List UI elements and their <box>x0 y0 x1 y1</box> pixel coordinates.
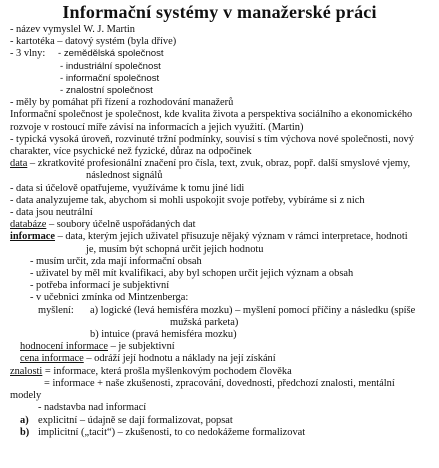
thinking-intuition: b) intuice (pravá hemisféra mozku) <box>90 329 237 341</box>
definition-text: – zkratkovité profesionální značení pro čísla, text, zvuk, obraz, popř. další smyslové vjemy, <box>27 158 411 170</box>
text-line <box>4 353 435 365</box>
text-line: - v učebnici zmínka od Mintzenberga: <box>30 292 189 304</box>
term-databaze: databáze <box>10 219 47 231</box>
text-line: - nadstavba nad informací <box>38 402 147 414</box>
list-item: - industriální společnost <box>60 60 161 72</box>
definition-text: – je subjektivní <box>108 341 175 353</box>
term-znalosti: znalosti <box>10 365 43 377</box>
definition-text: = informace, která prošla myšlenkovým pochodem člověka <box>42 365 292 377</box>
list-item: - informační společnost <box>60 72 160 84</box>
text-line: rozvoje v rostoucí míře závisí na informacích a jejich využití. (Martin) <box>10 121 304 133</box>
term-data: data <box>10 158 28 170</box>
definition-text: – soubory účelně uspořádaných dat <box>46 219 196 231</box>
text-line: - data si účelově opatřujeme, využíváme k tomu jiné lidi <box>10 182 245 194</box>
text-line: charakter, více psychické než fyzické, důraz na odpočinek <box>10 146 252 158</box>
text-line: - musím určit, zda mají informační obsah <box>30 255 202 267</box>
text-line <box>4 427 435 439</box>
text-line <box>4 366 435 378</box>
text-line: - uživatel by měl mít kvalifikaci, aby byl schopen určit jejich význam a obsah <box>30 268 354 280</box>
item-marker: b) <box>20 426 30 438</box>
text-line <box>4 341 435 353</box>
text-line <box>4 219 435 231</box>
thinking-logical: a) logické (levá hemisféra mozku) – myšlení pomocí příčiny a následku (spíše <box>90 304 416 316</box>
text-line <box>4 158 435 170</box>
item-text: explicitní – údajně se dají formalizovat, popsat <box>38 414 233 426</box>
text-line <box>4 231 435 243</box>
text-line: = informace + naše zkušenosti, zpracování, dovednosti, předchozí znalosti, mentální <box>44 377 395 389</box>
text-line: mužská parketa) <box>170 316 239 328</box>
text-line <box>4 48 435 60</box>
list-item: - znalostní společnost <box>60 85 153 97</box>
list-item: - zemědělská společnost <box>58 48 164 60</box>
term-informace: informace <box>10 231 56 243</box>
text-line: následnost signálů <box>86 170 163 182</box>
page-title: Informační systémy v manažerské práci <box>62 2 377 22</box>
text-line: Informační společnost je společnost, kde kvalita života a perspektiva sociálního a ekonomického <box>10 109 413 121</box>
definition-text: – data, kterým jejich uživatel přisuzuje nějaký význam v rámci interpretace, hodnoti <box>55 231 408 243</box>
text-line <box>4 415 435 427</box>
text-line: - název vymyslel W. J. Martin <box>10 24 135 35</box>
definition-text: – odráží její hodnotu a náklady na její získání <box>83 353 276 365</box>
item-text: implicitní („tacit“) – zkušenosti, to co nedokážeme formalizovat <box>38 426 306 438</box>
term-cena: cena informace <box>20 353 84 365</box>
text-line <box>4 305 435 317</box>
text-line: - potřeba informací je subjektivní <box>30 280 170 292</box>
thinking-label: myšlení: <box>38 304 74 316</box>
item-marker: a) <box>20 414 29 426</box>
text-line: - měly by pomáhat při řízení a rozhodování manažerů <box>10 97 234 109</box>
waves-label: - 3 vlny: <box>10 48 46 60</box>
text-line: modely <box>10 390 42 402</box>
text-line: je, musím být schopná určit jejich hodnotu <box>86 243 264 255</box>
text-line: - kartotéka – datový systém (byla dříve) <box>10 36 177 48</box>
text-line: - data analyzujeme tak, abychom si mohli uspokojit svoje potřeby, vybíráme si z nich <box>10 194 365 206</box>
text-line: - data jsou neutrální <box>10 207 93 219</box>
term-hodnoceni: hodnocení informace <box>20 341 108 353</box>
text-line: - typická vysoká úroveň, rozvinuté tržní podmínky, souvisí s tím výchova nové společnosti, nový <box>10 133 414 145</box>
